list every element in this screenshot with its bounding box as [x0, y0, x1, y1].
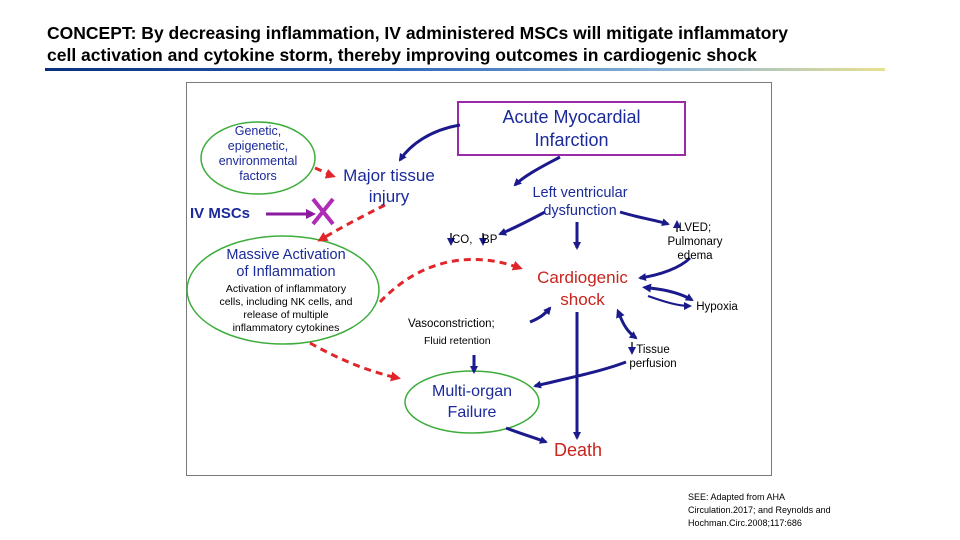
major-line-1: Major tissue: [343, 166, 435, 185]
lv-dysfunction-label: [510, 184, 650, 220]
genetic-line-1: Genetic,: [234, 124, 282, 138]
vasoconstriction-label: Vasoconstriction;: [408, 318, 495, 330]
lved-label: [652, 221, 738, 263]
activation-line-4: inflammatory cytokines: [232, 322, 340, 334]
tissue-line-2: perfusion: [629, 358, 677, 370]
activation-line-2: cells, including NK cells, and: [219, 296, 353, 308]
genetic-line-3: environmental: [218, 154, 298, 168]
multi-line-1: Multi-organ: [431, 383, 513, 400]
footnote-line-3: Hochman.Circ.2008;117:686: [688, 518, 802, 528]
lv-line-1: Left ventricular: [532, 185, 628, 201]
fluid-retention-label: Fluid retention: [424, 335, 491, 347]
ami-label-line-2: Infarction: [534, 130, 609, 150]
ami-to-lv-arrow: [515, 157, 560, 185]
genetic-line-4: factors: [239, 169, 277, 183]
reference-footnote: [688, 491, 831, 530]
footnote-line-2: Circulation.2017; and Reynolds and: [688, 505, 831, 515]
inhibition-cross: [313, 199, 333, 224]
title-line-1: CONCEPT: By decreasing inflammation, IV administered MSCs will mitigate inflammatory: [47, 23, 788, 43]
massive-line-2: of Inflammation: [236, 264, 336, 280]
hypoxia-label: Hypoxia: [696, 301, 738, 313]
footnote-line-1: SEE: Adapted from AHA: [688, 492, 786, 502]
activation-detail-label: [196, 283, 376, 335]
death-label: Death: [553, 440, 603, 460]
cardio-line-2: shock: [560, 290, 605, 309]
massive-activation-label: [203, 247, 369, 281]
massive-line-1: Massive Activation: [226, 247, 346, 263]
ami-label-line-1: Acute Myocardial: [502, 107, 641, 127]
cardiogenic-tissue-arrow: [620, 316, 636, 338]
activation-line-1: Activation of inflammatory: [225, 283, 347, 295]
major-line-2: injury: [368, 187, 410, 206]
genetic-factors-label: [203, 124, 313, 184]
activation-line-3: release of multiple: [243, 309, 329, 321]
tissue-line-1: Tissue: [636, 344, 670, 356]
tissue-perfusion-label: [618, 343, 688, 371]
cardio-line-1: Cardiogenic: [537, 268, 628, 287]
title-line-2: cell activation and cytokine storm, thereby improving outcomes in cardiogenic shock: [47, 45, 757, 65]
cardiogenic-shock-label: [515, 267, 650, 311]
ivmscs-label: IV MSCs: [190, 205, 251, 222]
lved-line-3: edema: [677, 250, 713, 262]
multi-organ-failure-label: [410, 381, 534, 423]
major-tissue-injury-label: [333, 165, 445, 207]
ami-to-major-arrow: [400, 125, 460, 160]
genetic-to-major-red-arrow: [315, 168, 333, 176]
lved-line-1: LVED;: [678, 222, 712, 234]
lv-line-2: dysfunction: [543, 203, 617, 219]
multi-line-2: Failure: [447, 404, 497, 421]
genetic-line-2: epigenetic,: [227, 139, 289, 153]
co-bp-label: CO, BP: [452, 234, 498, 246]
cardiogenic-hypoxia-arrow-2: [648, 296, 690, 306]
ami-label: [458, 106, 685, 152]
tissue-to-multi-arrow: [535, 362, 626, 386]
inflammation-to-cardiogenic-red-arrow: [380, 259, 520, 302]
inflammation-to-multi-red-arrow: [310, 343, 398, 378]
lved-line-2: Pulmonary: [667, 236, 723, 248]
